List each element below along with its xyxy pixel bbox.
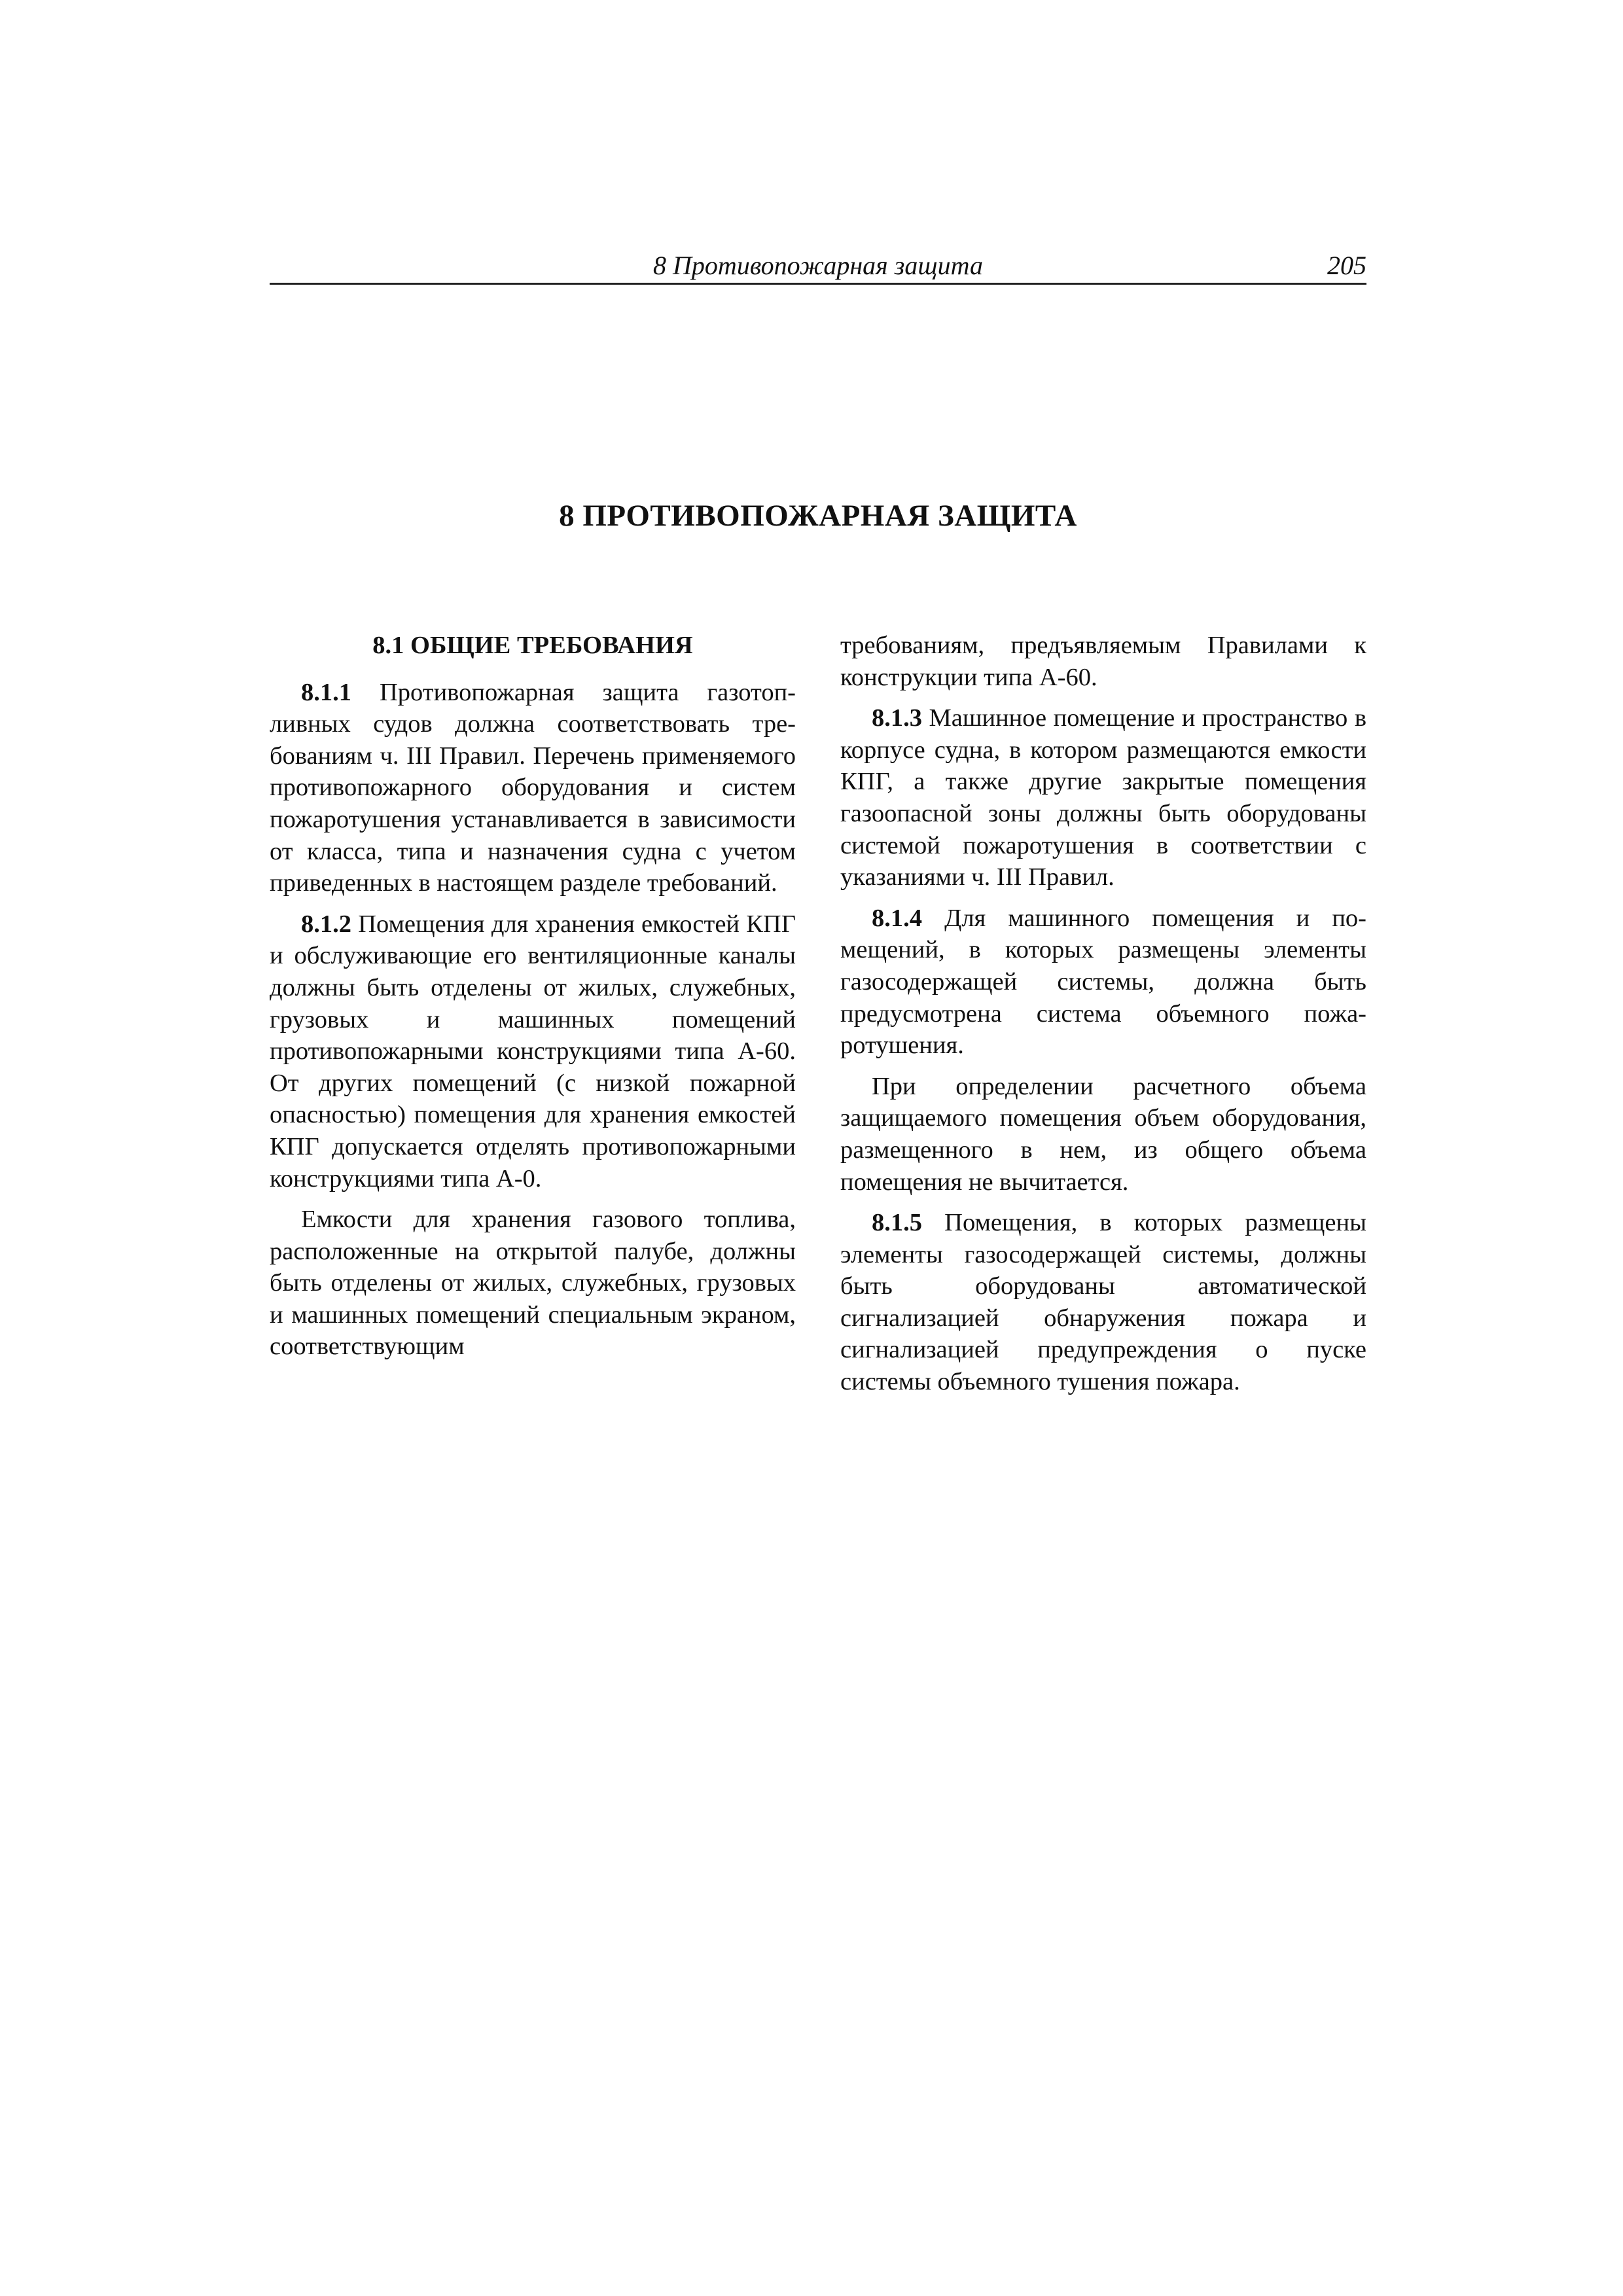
paragraph-number: 8.1.1 — [301, 678, 351, 706]
paragraph-volume-calc — [840, 1071, 1366, 1198]
section-heading: 8.1 ОБЩИЕ ТРЕБОВАНИЯ — [372, 632, 693, 659]
paragraph-text: Емкости для хранения газового топлива, расположенные на открытой палубе, должны быть отделены от жилых, служебных, грузовых и машинных помещений специальным экраном, соответствующим — [270, 1206, 796, 1361]
paragraph-8-1-3 — [840, 702, 1366, 893]
paragraph-text: Помещения для хранения емкостей КПГ и обслуживающие его вентиляционные каналы должны быть отделены от жилых, служебных, грузовых и машинных помещений противопожарными конструкциями типа А-60. От других помещений (с низкой пожарной опасностью) помещения для хранения емкостей КПГ допускается отделять противопожарными конструкциями типа А-0. — [270, 910, 796, 1193]
paragraph-fuel-tanks — [270, 1204, 796, 1363]
right-column — [840, 630, 1366, 1407]
paragraph-text: Помещения, в которых размещены элементы газосодержащей системы, должны быть оборудованы автоматической сигнализацией обнаружения пожара и сигнализацией предупреждения о пуске системы объемного тушения пожара. — [840, 1209, 1366, 1396]
paragraph-number: 8.1.2 — [301, 910, 351, 938]
paragraph-8-1-4 — [840, 903, 1366, 1062]
paragraph-text: Для машинного помещения и помещений, в которых размещены элементы газосодержащей системы, должна быть предусмотрена система объемного пожаротушения. — [840, 904, 1366, 1060]
paragraph-number: 8.1.4 — [872, 904, 922, 932]
paragraph-continuation — [840, 630, 1366, 693]
paragraph-text: При определении расчетного объема защищаемого помещения объем оборудования, размещенного в нем, из общего объема помещения не вычитается. — [840, 1072, 1366, 1196]
chapter-title: 8 ПРОТИВОПОЖАРНАЯ ЗАЩИТА — [559, 499, 1077, 533]
page-number: 205 — [1327, 251, 1366, 280]
paragraph-8-1-2 — [270, 908, 796, 1194]
running-header — [270, 242, 1366, 285]
running-title: 8 Противопожарная защита — [653, 251, 983, 280]
paragraph-text: требованиям, предъявляемым Правилами к конструкции типа А-60. — [840, 632, 1366, 691]
paragraph-8-1-5 — [840, 1207, 1366, 1398]
paragraph-number: 8.1.5 — [872, 1209, 922, 1237]
paragraph-text: Машинное помещение и пространство в корпусе судна, в котором размещаются емкости КПГ, а также другие закрытые помещения газоопасной зоны должны быть оборудованы системой пожаротушения в соответствии с указаниями ч. III Правил. — [840, 704, 1366, 891]
paragraph-8-1-1 — [270, 677, 796, 899]
paragraph-number: 8.1.3 — [872, 704, 922, 732]
paragraph-text: Противопожарная защита газотопливных судов должна соответствовать требованиям ч. III Правил. Перечень применяемого противопожарного оборудования и систем пожаротушения устанавливается в зависимости от класса, типа и назначения судна с учетом приведенных в настоящем разделе требований. — [270, 678, 796, 897]
left-column — [270, 630, 796, 1372]
